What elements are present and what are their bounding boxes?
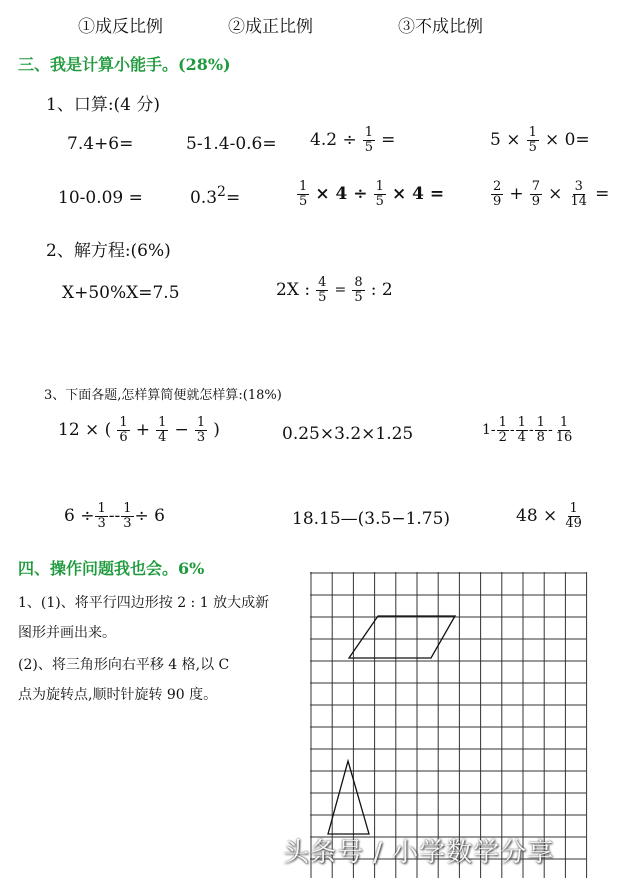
s4-p1-line1: 1、(1)、将平行四边形按 2 : 1 放大成新 <box>18 595 270 611</box>
triangle-shape <box>328 761 369 834</box>
q3-r2-a: 6 ÷ $\frac{1}{3}$ -- $\frac{1}{3}$ ÷ 6 <box>64 501 165 531</box>
q1-r1-c: 4.2 ÷ $\frac{1}{5}$ = <box>310 125 396 155</box>
q3-r1-b: 0.25×3.2×1.25 <box>282 424 414 444</box>
q1-r1-d: 5 × $\frac{1}{5}$ × 0= <box>490 125 590 155</box>
q1-r1-b: 5-1.4-0.6= <box>186 134 277 154</box>
q3-r1-c: 1- $\frac{1}{2}$ - $\frac{1}{4}$ - $\frac{1}{8}$ - $\frac{1}{16}$ <box>482 415 573 445</box>
section4-title: 四、操作问题我也会。6% <box>18 559 205 578</box>
q3-r1-a: 12 × ( $\frac{1}{6}$ + $\frac{1}{4}$ − $\frac{1}{3}$ ) <box>58 415 220 445</box>
option-direct: ②成正比例 <box>228 17 313 37</box>
q2-eq2: 2X : $\frac{4}{5}$ = $\frac{8}{5}$ : 2 <box>276 275 393 305</box>
parallelogram-shape <box>349 616 455 658</box>
s4-p2-line2: 点为旋转点,顺时针旋转 90 度。 <box>18 687 218 703</box>
q1-r2-b: $0.3^2=$ <box>190 184 241 208</box>
option-inverse: ①成反比例 <box>78 17 163 37</box>
s4-p2-line1: (2)、将三角形向右平移 4 格,以 C <box>18 657 230 673</box>
q3-r2-b: 18.15—(3.5−1.75) <box>292 509 451 529</box>
q1-r2-d: $\frac{2}{9}$ + $\frac{7}{9}$ × $\frac{3}{14}$ = <box>493 179 610 209</box>
s4-p1-line2: 图形并画出来。 <box>18 625 116 641</box>
q1-r2-a: 10-0.09 = <box>58 188 143 208</box>
q2-eq1: X+50%X=7.5 <box>62 283 180 303</box>
q2-label: 2、解方程:(6%) <box>46 241 171 261</box>
q1-r2-c: $\frac{1}{5}$ × 4 ÷ $\frac{1}{5}$ × 4 = <box>299 179 445 209</box>
option-none: ③不成比例 <box>398 17 483 37</box>
q1-label: 1、口算:(4 分) <box>46 95 161 115</box>
q1-r1-a: 7.4+6= <box>67 134 134 154</box>
q3-r2-c: 48 × $\frac{1}{49}$ <box>516 501 582 531</box>
q3-label: 3、下面各题,怎样算简便就怎样算:(18%) <box>44 388 282 403</box>
watermark-text: 头条号 / 小学数学分享 <box>283 838 555 868</box>
section3-title: 三、我是计算小能手。(28%) <box>18 55 231 74</box>
